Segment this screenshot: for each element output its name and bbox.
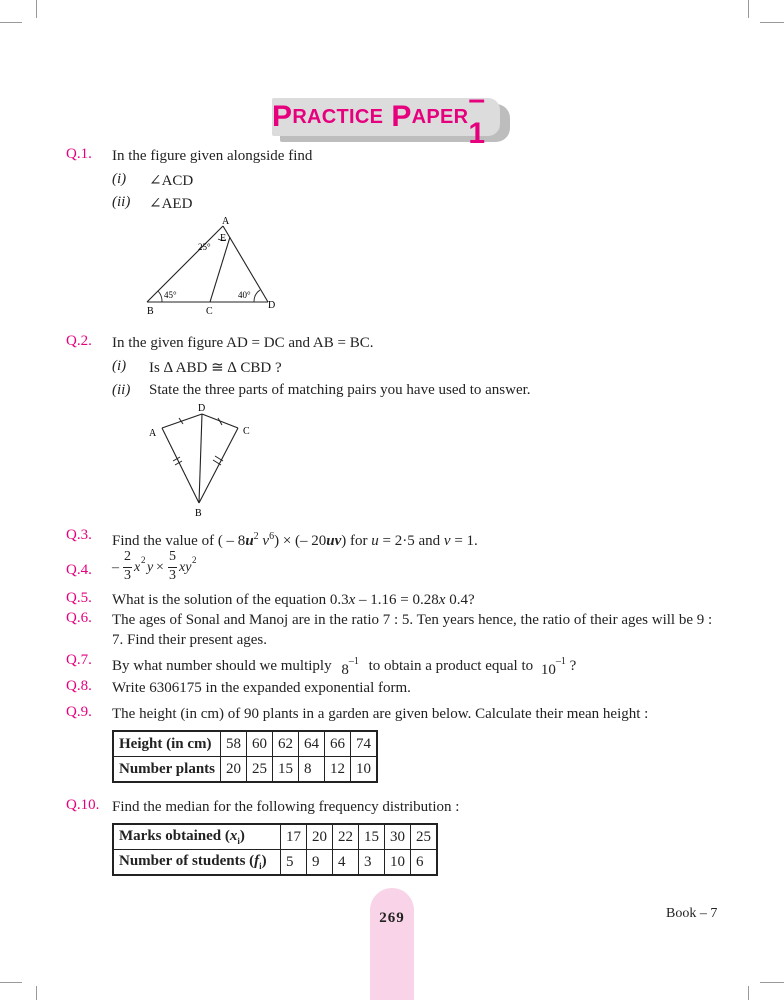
table-row — [113, 731, 377, 757]
q6-number: Q.6. — [66, 610, 92, 626]
q9-number: Q.9. — [66, 704, 92, 720]
q4-exp-y: 2 — [192, 555, 197, 565]
q4-num-2: 5 — [169, 549, 176, 564]
table-cell: 30 — [385, 824, 411, 850]
q4-var-y: y — [147, 560, 154, 575]
q4-var-xy: xy — [179, 560, 192, 575]
q3-text — [112, 527, 732, 551]
q3-var-v2: v — [443, 533, 451, 549]
q1-label-a: A — [222, 216, 230, 227]
q10-var-x: x — [229, 828, 238, 844]
q3-part-e: = 1. — [450, 533, 478, 549]
q10-sub-i-2: i — [259, 861, 262, 871]
q2-label-a: A — [149, 428, 157, 439]
title-cap-2: P — [391, 100, 412, 133]
table-cell: 6 — [411, 850, 438, 876]
q2-label-b: B — [195, 508, 202, 519]
q5-number: Q.5. — [66, 590, 92, 606]
title-rest-1: RACTICE — [292, 105, 384, 128]
q10-sub-i-1: i — [237, 836, 240, 846]
q7-text — [112, 652, 732, 676]
table-cell: 15 — [359, 824, 385, 850]
crop-mark — [0, 982, 22, 983]
q4-exp-x: 2 — [141, 555, 146, 565]
q1-label-c: C — [206, 306, 213, 317]
q3-part-d: = 2·5 and — [378, 533, 444, 549]
table-row — [113, 757, 377, 783]
table-cell: 12 — [325, 757, 351, 783]
q3-var-uv: uv — [326, 533, 342, 549]
q5-part-b: – 1.16 = 0.28 — [355, 592, 439, 608]
q7-number: Q.7. — [66, 652, 92, 668]
table-cell: 58 — [221, 731, 247, 757]
q9-text: The height (in cm) of 90 plants in a garden are given below. Calculate their mean height : — [112, 706, 649, 722]
q3-part-b: ) × (– 20 — [274, 533, 327, 549]
q10-header-students — [113, 850, 281, 876]
table-cell: 20 — [221, 757, 247, 783]
q1-label-e: E — [220, 233, 227, 244]
q1-part-ii-label: (ii) — [112, 194, 131, 210]
q7-base-2: 10 — [540, 662, 556, 678]
q10-var-f: f — [254, 853, 260, 869]
q1-part-i-text: ∠ACD — [149, 173, 194, 189]
page-title — [272, 83, 508, 150]
table-cell: 66 — [325, 731, 351, 757]
q10-text: Find the median for the following frequency distribution : — [112, 799, 460, 815]
q4-num-1: 2 — [124, 549, 131, 564]
table-cell: 4 — [333, 850, 359, 876]
q3-var-u: u — [245, 533, 254, 549]
q3-exp-2: 2 — [253, 531, 259, 542]
table-cell: 9 — [307, 850, 333, 876]
q1-angle-40: 40° — [238, 290, 251, 300]
crop-mark — [36, 0, 37, 18]
q2-label-d: D — [198, 403, 206, 414]
table-cell: 10 — [351, 757, 378, 783]
q4-var-x: x — [134, 560, 141, 575]
q7-part-b: to obtain a product equal to — [364, 658, 537, 674]
q3-number: Q.3. — [66, 527, 92, 543]
q7-exp-2: –1 — [555, 656, 566, 667]
q7-part-c: ? — [565, 658, 577, 674]
table-cell: 64 — [299, 731, 325, 757]
q1-label-d: D — [268, 300, 276, 311]
q10-header-students-a: Number of students ( — [119, 853, 255, 869]
table-cell: 5 — [281, 850, 307, 876]
q2-part-ii-text: State the three parts of matching pairs you have used to answer. — [149, 382, 531, 398]
table-cell: 17 — [281, 824, 307, 850]
q5-var-x2: x — [438, 592, 446, 608]
table-cell: 60 — [247, 731, 273, 757]
q5-part-c: 0.4? — [445, 592, 475, 608]
q7-exp-1: –1 — [348, 656, 359, 667]
table-cell: 10 — [385, 850, 411, 876]
q4-minus: – — [112, 560, 119, 575]
q7-part-a: By what number should we multiply — [112, 658, 336, 674]
q5-text — [112, 590, 732, 610]
table-cell: 25 — [247, 757, 273, 783]
table-cell: 3 — [359, 850, 385, 876]
q3-var-u2: u — [371, 533, 379, 549]
q10-header-marks — [113, 824, 281, 850]
q1-text: In the figure given alongside find — [112, 148, 313, 164]
q4-number: Q.4. — [66, 562, 92, 578]
q3-var-v: v — [262, 533, 270, 549]
table-cell: 62 — [273, 731, 299, 757]
q9-table — [112, 730, 378, 783]
q2-part-i-label: (i) — [112, 358, 127, 374]
q3-part-a: Find the value of ( – 8 — [112, 533, 246, 549]
q2-part-ii-label: (ii) — [112, 382, 131, 398]
q4-den-2: 3 — [169, 568, 176, 583]
q1-triangle-figure — [140, 212, 290, 322]
q3-part-c: ) for — [341, 533, 372, 549]
table-cell: 8 — [299, 757, 325, 783]
table-cell: 15 — [273, 757, 299, 783]
q2-number: Q.2. — [66, 333, 92, 349]
q3-exp-6: 6 — [269, 531, 275, 542]
q1-part-ii-text: ∠AED — [149, 196, 193, 212]
q5-var-x1: x — [348, 592, 356, 608]
q10-number: Q.10. — [66, 797, 100, 813]
title-number: –1 — [468, 83, 486, 150]
q1-label-b: B — [147, 306, 154, 317]
q4-times: × — [156, 560, 164, 575]
q9-header-plants: Number plants — [113, 757, 221, 783]
page-number: 269 — [379, 910, 405, 926]
crop-mark — [760, 982, 784, 983]
title-cap-1: P — [272, 100, 293, 133]
q4-den-1: 3 — [124, 568, 131, 583]
crop-mark — [748, 0, 749, 18]
q7-base-1: 8 — [341, 662, 349, 678]
table-cell: 20 — [307, 824, 333, 850]
q8-number: Q.8. — [66, 678, 92, 694]
q10-header-students-b: ) — [261, 853, 267, 869]
table-cell: 74 — [351, 731, 378, 757]
q2-part-i-text: Is ∆ ABD ≅ ∆ CBD ? — [149, 360, 282, 376]
q9-header-height: Height (in cm) — [113, 731, 221, 757]
page-number-tab — [370, 888, 414, 1000]
q1-number: Q.1. — [66, 146, 92, 162]
q10-table — [112, 823, 438, 876]
q2-kite-figure — [140, 400, 270, 520]
crop-mark — [0, 22, 22, 23]
q10-header-marks-a: Marks obtained ( — [119, 828, 230, 844]
table-cell: 22 — [333, 824, 359, 850]
crop-mark — [36, 986, 37, 1000]
q5-part-a: What is the solution of the equation 0.3 — [112, 592, 349, 608]
q1-angle-25: 25° — [198, 242, 211, 252]
book-label: Book – 7 — [666, 906, 718, 921]
q1-angle-45: 45° — [164, 290, 177, 300]
table-row — [113, 850, 437, 876]
q1-part-i-label: (i) — [112, 171, 127, 187]
q8-text: Write 6306175 in the expanded exponential form. — [112, 680, 411, 696]
title-rest-2: APER — [411, 105, 469, 128]
q6-text: The ages of Sonal and Manoj are in the ratio 7 : 5. Ten years hence, the ratio of their ages will be 9 : 7. Find their present ages. — [112, 612, 713, 648]
table-row — [113, 824, 437, 850]
crop-mark — [748, 986, 749, 1000]
q10-header-marks-b: ) — [239, 828, 245, 844]
q2-text: In the given figure AD = DC and AB = BC. — [112, 335, 374, 351]
q2-label-c: C — [243, 426, 250, 437]
crop-mark — [760, 22, 784, 23]
table-cell: 25 — [411, 824, 438, 850]
title-box — [272, 83, 500, 150]
